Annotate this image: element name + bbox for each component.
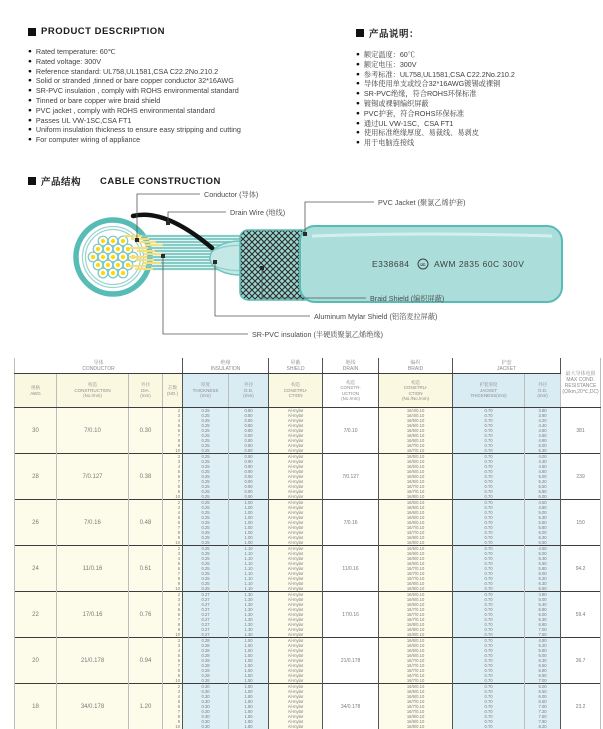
cell-jacket-thickness: 0.70 0.70 0.70 0.70 0.70 0.70 0.70 0.70 0.70 <box>453 454 525 500</box>
bullet-icon: ● <box>28 67 32 77</box>
spec-table-wrapper <box>14 358 602 729</box>
cell-insulation-od: 1.50 1.50 1.50 1.50 1.50 1.50 1.50 1.50 1.50 <box>229 638 269 684</box>
cell-conductor-construction: 7/0.10 <box>57 408 129 454</box>
bullet-item <box>28 57 348 67</box>
product-description-list <box>28 47 348 145</box>
square-bullet-icon <box>28 177 36 185</box>
conductor-core-icon <box>111 255 115 259</box>
bullet-icon: ● <box>28 135 32 145</box>
cell-conductor-construction: 21/0.178 <box>57 638 129 684</box>
square-bullet-icon <box>28 28 36 36</box>
table-sub-header-row <box>15 374 601 408</box>
cell-braid-construction: 16/5/0.10 16/5/0.10 16/6/0.10 16/6/0.10 16/6/0.10 16/7/0.10 16/7/0.10 16/8/0.10 16/8/0.10 <box>379 500 453 546</box>
cell-awg: 24 <box>15 546 57 592</box>
cell-conductor-construction: 11/0.16 <box>57 546 129 592</box>
bullet-icon: ● <box>356 50 360 60</box>
cell-braid-construction: 16/4/0.10 16/4/0.10 16/5/0.10 16/5/0.10 16/6/0.10 16/6/0.10 16/6/0.10 16/7/0.10 16/7/0.10 <box>379 408 453 454</box>
square-bullet-icon <box>356 29 364 37</box>
cell-insulation-thickness: 0.25 0.25 0.25 0.25 0.25 0.25 0.25 0.25 0.25 <box>183 454 229 500</box>
bullet-icon: ● <box>28 76 32 86</box>
spec-row-awg-22 <box>15 592 601 638</box>
cell-jacket-thickness: 0.70 0.70 0.70 0.70 0.70 0.70 0.70 0.70 0.70 <box>453 546 525 592</box>
bullet-icon: ● <box>356 70 360 80</box>
spec-row-awg-18 <box>15 684 601 729</box>
bullet-text: Solid or stranded ,tinned or bare copper conductor 32*16AWG <box>36 76 234 86</box>
cell-conductor-construction: 7/0.16 <box>57 500 129 546</box>
bullet-text: 用于电脑连接线 <box>364 138 414 148</box>
jacket-print-e-number: E338684 <box>372 259 410 269</box>
cell-awg: 30 <box>15 408 57 454</box>
bullet-item <box>28 106 348 116</box>
bullet-text: For computer wiring of appliance <box>36 135 140 145</box>
cell-drain-construction: 21/0.178 <box>323 638 379 684</box>
conductor-core-icon <box>96 247 100 251</box>
bullet-icon: ● <box>28 116 32 126</box>
cell-drain-construction: 7/0.16 <box>323 500 379 546</box>
bullet-item <box>356 109 596 119</box>
cable-construction-header <box>28 174 221 188</box>
cell-shield-construction: Al-mylar Al-mylar Al-mylar Al-mylar Al-mylar Al-mylar Al-mylar Al-mylar Al-mylar <box>269 454 323 500</box>
cell-insulation-thickness: 0.25 0.25 0.25 0.25 0.25 0.25 0.25 0.25 0.25 <box>183 408 229 454</box>
conductor-core-icon <box>121 239 125 243</box>
bullet-icon: ● <box>356 99 360 109</box>
cell-braid-construction: 16/5/0.10 16/6/0.10 16/6/0.10 16/6/0.10 16/7/0.10 16/7/0.10 16/7/0.10 16/8/0.10 16/8/0.10 <box>379 546 453 592</box>
spec-row-awg-24 <box>15 546 601 592</box>
bullet-icon: ● <box>356 138 360 148</box>
cell-core-counts: 2 3 4 5 6 7 8 9 10 <box>163 638 183 684</box>
cell-drain-construction: 7/0.10 <box>323 408 379 454</box>
spec-row-awg-26 <box>15 500 601 546</box>
cell-insulation-thickness: 0.30 0.30 0.30 0.30 0.30 0.30 0.30 0.30 0.30 <box>183 684 229 729</box>
cell-drain-construction: 34/0.178 <box>323 684 379 729</box>
bullet-item <box>28 96 348 106</box>
group-header-jacket: 护套 JACKET <box>453 358 561 374</box>
bullet-text: Rated voltage: 300V <box>36 57 101 67</box>
cell-max-resistance: 150 <box>561 500 601 546</box>
group-header-drain: 地线 DRAIN <box>323 358 379 374</box>
conductor-core-icon <box>91 255 95 259</box>
bullet-icon: ● <box>356 79 360 89</box>
sub-header-cell: 规格 AWG <box>15 374 57 408</box>
bullet-item <box>356 99 596 109</box>
cell-max-resistance: 381 <box>561 408 601 454</box>
cell-braid-construction: 16/6/0.10 16/6/0.10 16/6/0.10 16/6/0.10 16/7/0.10 16/7/0.10 16/7/0.10 16/7/0.10 16/7/0.10 <box>379 638 453 684</box>
bullet-text: SR-PVC insulation , comply with ROHS environmental standard <box>36 86 239 96</box>
bullet-item <box>356 70 596 80</box>
sub-header-cell: 构造 CONSTRUCTION (No./mm) <box>57 374 129 408</box>
cell-jacket-od: 4.80 5.00 5.40 5.80 6.00 6.30 6.80 7.00 7.50 <box>525 592 561 638</box>
group-header-insulation: 绝缘 INSULATION <box>183 358 269 374</box>
bullet-text: Rated temperature: 60℃ <box>36 47 116 57</box>
bullet-icon: ● <box>28 86 32 96</box>
cell-drain-construction: 11/0.16 <box>323 546 379 592</box>
pvc-jacket-graphic <box>300 226 562 302</box>
conductor-core-icon <box>126 247 130 251</box>
cell-insulation-thickness: 0.27 0.27 0.27 0.27 0.27 0.27 0.27 0.27 0.27 <box>183 592 229 638</box>
bullet-icon: ● <box>356 128 360 138</box>
group-header-resistance: 最大导体电阻 MAX COND. RESISTANCE (Ω/km,20℃,DC) <box>561 358 601 408</box>
group-header-braid: 编织 BRAID <box>379 358 453 374</box>
cable-construction-title-cn: 产品结构 <box>41 174 81 188</box>
conductor-core-icon <box>116 263 120 267</box>
cell-conductor-construction: 7/0.127 <box>57 454 129 500</box>
sub-header-cell: 芯数 (NO.) <box>163 374 183 408</box>
bullet-item <box>28 76 348 86</box>
bullet-text: 额定电压：300V <box>364 60 417 70</box>
conductor-core-icon <box>111 271 115 275</box>
cell-conductor-dia: 0.30 <box>129 408 163 454</box>
cell-max-resistance: 239 <box>561 454 601 500</box>
spec-table-body <box>15 358 601 729</box>
conductor-core-icon <box>116 247 120 251</box>
cell-insulation-thickness: 0.25 0.25 0.25 0.25 0.25 0.25 0.25 0.25 0.25 <box>183 500 229 546</box>
conductor-core-icon <box>101 255 105 259</box>
product-description-section <box>28 26 348 145</box>
label-sr-pvc-insulation: SR-PVC insulation (半硬质聚氯乙烯绝缘) <box>252 330 383 339</box>
product-description-header <box>28 26 348 37</box>
bullet-item <box>28 67 348 77</box>
bullet-icon: ● <box>28 125 32 135</box>
sub-header-cell: 外径 DIA. (mm) <box>129 374 163 408</box>
bullet-text: Passes UL VW-1SC,CSA FT1 <box>36 116 131 126</box>
cell-insulation-od: 0.80 0.80 0.80 0.80 0.80 0.80 0.80 0.80 0.80 <box>229 408 269 454</box>
sub-header-cell: 外径 O.D. (mm) <box>525 374 561 408</box>
spec-table <box>14 358 601 729</box>
conductor-core-icon <box>101 239 105 243</box>
sub-header-cell: 护套厚度 JACKET THICKNESS(mm) <box>453 374 525 408</box>
cell-drain-construction: 7/0.127 <box>323 454 379 500</box>
cell-conductor-dia: 0.38 <box>129 454 163 500</box>
cell-shield-construction: Al-mylar Al-mylar Al-mylar Al-mylar Al-mylar Al-mylar Al-mylar Al-mylar Al-mylar <box>269 684 323 729</box>
cell-braid-construction: 16/6/0.10 16/6/0.10 16/6/0.10 16/7/0.10 16/7/0.10 16/7/0.10 16/8/0.10 16/8/0.10 16/8/0.10 <box>379 592 453 638</box>
cell-drain-construction: 17/0.16 <box>323 592 379 638</box>
cell-conductor-dia: 1.20 <box>129 684 163 729</box>
cell-awg: 18 <box>15 684 57 729</box>
bullet-text: 参考标准：UL758,UL1581,CSA C22.2No.210.2 <box>364 70 515 80</box>
label-braid-shield: Braid Shield (编织屏蔽) <box>370 294 444 303</box>
cell-awg: 26 <box>15 500 57 546</box>
cell-braid-construction: 16/6/0.10 16/6/0.10 16/6/0.10 16/7/0.10 16/7/0.10 16/7/0.10 16/8/0.10 16/8/0.10 16/8/0.10 <box>379 684 453 729</box>
spec-row-awg-30 <box>15 408 601 454</box>
cell-insulation-thickness: 0.28 0.28 0.28 0.28 0.28 0.28 0.28 0.28 0.28 <box>183 638 229 684</box>
cell-insulation-od: 1.80 1.80 1.80 1.80 1.80 1.80 1.80 1.80 1.80 <box>229 684 269 729</box>
cell-core-counts: 2 3 4 5 6 7 8 9 10 <box>163 684 183 729</box>
conductor-core-icon <box>121 271 125 275</box>
cell-shield-construction: Al-mylar Al-mylar Al-mylar Al-mylar Al-mylar Al-mylar Al-mylar Al-mylar Al-mylar <box>269 638 323 684</box>
cell-jacket-od: 3.80 3.90 4.20 4.40 4.50 4.60 4.90 5.00 5.30 <box>525 408 561 454</box>
cell-insulation-od: 1.30 1.30 1.30 1.30 1.30 1.30 1.30 1.30 1.30 <box>229 592 269 638</box>
bullet-text: PVC jacket , comply with ROHS environmental standard <box>36 106 215 116</box>
product-notes-header <box>356 26 596 40</box>
cell-core-counts: 2 3 4 5 6 7 8 9 10 <box>163 454 183 500</box>
cell-jacket-od: 4.80 5.20 5.60 6.00 6.30 6.50 6.80 6.90 7.00 <box>525 638 561 684</box>
product-notes-section <box>356 26 596 148</box>
cell-jacket-thickness: 0.70 0.70 0.70 0.70 0.70 0.70 0.70 0.70 0.70 <box>453 408 525 454</box>
bullet-text: 额定温度：60℃ <box>364 50 415 60</box>
cell-conductor-dia: 0.94 <box>129 638 163 684</box>
conductor-core-icon <box>121 255 125 259</box>
cell-max-resistance: 94.2 <box>561 546 601 592</box>
bullet-text: Tinned or bare copper wire braid shield <box>36 96 160 106</box>
cell-insulation-thickness: 0.25 0.25 0.25 0.25 0.25 0.25 0.25 0.25 0.25 <box>183 546 229 592</box>
bullet-text: 通过UL VW-1SC、CSA FT1 <box>364 119 453 129</box>
bullet-text: PVC护套，符合ROHS环保标准 <box>364 109 464 119</box>
cell-awg: 28 <box>15 454 57 500</box>
bullet-item <box>28 47 348 57</box>
bullet-icon: ● <box>28 47 32 57</box>
sub-header-cell: 外径 O.D. (mm) <box>229 374 269 408</box>
cell-jacket-thickness: 0.70 0.70 0.70 0.70 0.70 0.70 0.70 0.70 0.70 <box>453 592 525 638</box>
cell-core-counts: 2 3 4 5 6 7 8 9 10 <box>163 500 183 546</box>
cell-conductor-construction: 17/0.16 <box>57 592 129 638</box>
cell-insulation-od: 0.90 0.90 0.90 0.90 0.90 0.90 0.90 0.90 0.90 <box>229 454 269 500</box>
cell-awg: 20 <box>15 638 57 684</box>
bullet-text: 镀锡或裸铜编织屏蔽 <box>364 99 429 109</box>
product-notes-title: 产品说明： <box>369 26 419 40</box>
cell-jacket-thickness: 0.70 0.70 0.70 0.70 0.70 0.70 0.70 0.70 0.70 <box>453 684 525 729</box>
cell-max-resistance: 36.7 <box>561 638 601 684</box>
cell-jacket-od: 4.50 5.00 5.30 5.60 5.80 6.00 6.20 6.30 6.50 <box>525 546 561 592</box>
bullet-icon: ● <box>356 89 360 99</box>
cell-max-resistance: 59.4 <box>561 592 601 638</box>
product-description-title: PRODUCT DESCRIPTION <box>41 26 165 37</box>
bullet-item <box>28 135 348 145</box>
bullet-item <box>356 138 596 148</box>
cell-awg: 22 <box>15 592 57 638</box>
bullet-icon: ● <box>28 57 32 67</box>
bullet-icon: ● <box>356 109 360 119</box>
cell-insulation-od: 1.10 1.10 1.10 1.10 1.10 1.10 1.10 1.10 1.10 <box>229 546 269 592</box>
cell-max-resistance: 23.2 <box>561 684 601 729</box>
bullet-text: SR-PVC绝缘，符合ROHS环保标准 <box>364 89 477 99</box>
conductor-core-icon <box>111 239 115 243</box>
bullet-icon: ● <box>356 60 360 70</box>
bullet-text: 使用标准绝缘厚度、易裁线、易剥皮 <box>364 128 479 138</box>
bullet-item <box>28 116 348 126</box>
conductor-core-icon <box>106 247 110 251</box>
cell-core-counts: 2 3 4 5 6 7 8 9 10 <box>163 592 183 638</box>
cable-construction-title-en: CABLE CONSTRUCTION <box>100 176 221 187</box>
cell-shield-construction: Al-mylar Al-mylar Al-mylar Al-mylar Al-mylar Al-mylar Al-mylar Al-mylar Al-mylar <box>269 408 323 454</box>
cell-conductor-dia: 0.48 <box>129 500 163 546</box>
label-conductor: Conductor (导体) <box>204 190 258 199</box>
sub-header-cell: 构造 CONSTRU- CTION (No./No./mm) <box>379 374 453 408</box>
cell-conductor-construction: 34/0.178 <box>57 684 129 729</box>
bullet-text: Uniform insulation thickness to ensure easy stripping and cutting <box>36 125 241 135</box>
bullet-item <box>356 119 596 129</box>
cell-jacket-thickness: 0.70 0.70 0.70 0.70 0.70 0.70 0.70 0.70 0.70 <box>453 638 525 684</box>
bullet-item <box>356 128 596 138</box>
bullet-item <box>28 86 348 96</box>
cell-core-counts: 2 3 4 5 6 7 8 9 10 <box>163 546 183 592</box>
table-group-header-row <box>15 358 601 374</box>
jacket-print-rating: AWM 2835 60C 300V <box>434 259 524 269</box>
cable-construction-diagram <box>0 188 603 356</box>
cell-braid-construction: 16/5/0.10 16/5/0.10 16/5/0.10 16/6/0.10 16/6/0.10 16/6/0.10 16/7/0.10 16/7/0.10 16/8/0.10 <box>379 454 453 500</box>
cell-jacket-thickness: 0.70 0.70 0.70 0.70 0.70 0.70 0.70 0.70 0.70 <box>453 500 525 546</box>
cell-insulation-od: 1.00 1.00 1.00 1.00 1.00 1.00 1.00 1.00 1.00 <box>229 500 269 546</box>
cell-shield-construction: Al-mylar Al-mylar Al-mylar Al-mylar Al-mylar Al-mylar Al-mylar Al-mylar Al-mylar <box>269 546 323 592</box>
conductor-core-icon <box>96 263 100 267</box>
group-header-conductor: 导体 CONDUCTOR <box>15 358 183 374</box>
label-pvc-jacket: PVC Jacket (聚氯乙烯护套) <box>378 198 465 207</box>
sub-header-cell: 厚度 THICKNESS (mm) <box>183 374 229 408</box>
bullet-icon: ● <box>28 96 32 106</box>
cell-conductor-dia: 0.61 <box>129 546 163 592</box>
cell-jacket-od: 4.50 4.80 5.00 5.30 5.50 5.80 6.00 6.30 6.50 <box>525 500 561 546</box>
sub-header-cell: 构造 CONSTRU- CTION <box>269 374 323 408</box>
bullet-item <box>28 125 348 135</box>
cell-jacket-od: 5.00 5.50 6.00 6.50 7.00 7.20 7.50 7.80 8.20 <box>525 684 561 729</box>
cell-shield-construction: Al-mylar Al-mylar Al-mylar Al-mylar Al-mylar Al-mylar Al-mylar Al-mylar Al-mylar <box>269 500 323 546</box>
spec-row-awg-28 <box>15 454 601 500</box>
label-drain-wire: Drain Wire (地线) <box>230 208 285 217</box>
bullet-icon: ● <box>28 106 32 116</box>
group-header-shield: 屏蔽 SHIELD <box>269 358 323 374</box>
label-mylar-shield: Aluminum Mylar Shield (铝箔麦拉屏蔽) <box>314 312 437 321</box>
bullet-item <box>356 79 596 89</box>
sub-header-cell: 构造 CONSTR- UCTION (No./mm) <box>323 374 379 408</box>
conductor-core-icon <box>106 263 110 267</box>
bullet-item <box>356 60 596 70</box>
conductor-core-icon <box>101 271 105 275</box>
ul-mark-text: UL <box>420 262 426 267</box>
spec-row-awg-20 <box>15 638 601 684</box>
bullet-icon: ● <box>356 119 360 129</box>
cell-jacket-od: 4.00 4.30 4.50 4.80 5.00 5.20 5.50 5.80 6.00 <box>525 454 561 500</box>
bullet-text: 导体使用单支或绞合32*16AWG镀锡或裸铜 <box>364 79 500 89</box>
bullet-item <box>356 50 596 60</box>
cell-core-counts: 2 3 4 5 6 7 8 9 10 <box>163 408 183 454</box>
cell-shield-construction: Al-mylar Al-mylar Al-mylar Al-mylar Al-mylar Al-mylar Al-mylar Al-mylar Al-mylar <box>269 592 323 638</box>
bullet-item <box>356 89 596 99</box>
product-notes-list <box>356 50 596 148</box>
bullet-text: Reference standard: UL758,UL1581,CSA C22.2No.210.2 <box>36 67 218 77</box>
cell-conductor-dia: 0.76 <box>129 592 163 638</box>
